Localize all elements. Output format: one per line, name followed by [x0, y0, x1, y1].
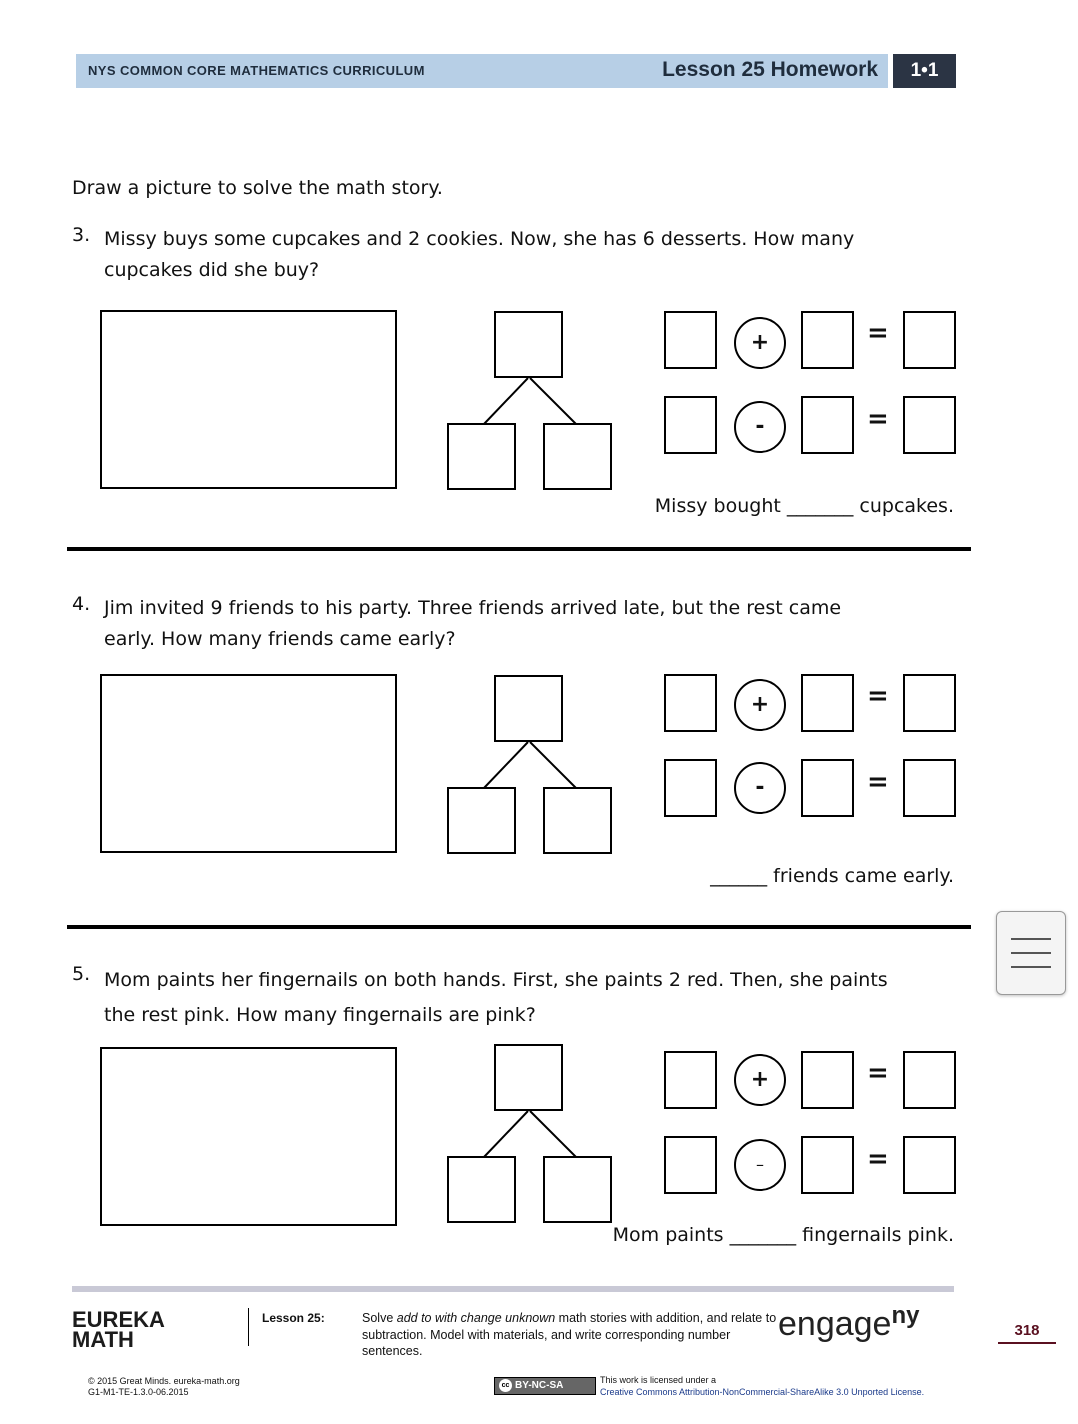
equation-box[interactable] — [903, 1051, 956, 1109]
equation-box[interactable] — [903, 674, 956, 732]
desc-text: math stories with addition, and relate to subtraction. Model with materials, and write corresponding number sentences. — [362, 1311, 777, 1358]
bond-part-box[interactable] — [447, 787, 516, 854]
license-text — [600, 1374, 924, 1398]
bond-part-box[interactable] — [543, 1156, 612, 1223]
eureka-math-logo — [72, 1307, 165, 1352]
minus-sign: – — [734, 1139, 786, 1191]
drawing-box[interactable] — [100, 310, 397, 489]
equals-sign: = — [867, 1144, 889, 1174]
curriculum-title: NYS COMMON CORE MATHEMATICS CURRICULUM — [88, 63, 425, 78]
equation-box[interactable] — [664, 396, 717, 454]
problem-4 — [72, 593, 90, 615]
equation-box[interactable] — [664, 1136, 717, 1194]
cc-icon: cc — [499, 1379, 512, 1392]
problem-text — [104, 593, 841, 655]
desc-emphasis: add to with change unknown — [396, 1311, 556, 1325]
divider — [67, 547, 971, 551]
equation-box[interactable] — [664, 759, 717, 817]
problem-number: 4. — [72, 593, 91, 615]
engageny-logo — [778, 1302, 919, 1344]
equation-box[interactable] — [903, 1136, 956, 1194]
problem-text — [104, 963, 888, 1033]
equals-sign: = — [867, 767, 889, 797]
equation-box[interactable] — [801, 1051, 854, 1109]
plus-sign: + — [734, 1054, 786, 1106]
engage-sup: ny — [891, 1302, 920, 1329]
bond-whole-box[interactable] — [494, 311, 563, 378]
copyright-line: © 2015 Great Minds. eureka-math.org — [88, 1376, 240, 1386]
page-number: 318 — [998, 1322, 1056, 1344]
bond-part-box[interactable] — [543, 423, 612, 490]
equation-box[interactable] — [801, 311, 854, 369]
module-badge: 1•1 — [893, 54, 956, 88]
equation-box[interactable] — [801, 1136, 854, 1194]
equation-box[interactable] — [903, 311, 956, 369]
equals-sign: = — [867, 681, 889, 711]
problem-number: 3. — [72, 224, 91, 246]
license-link[interactable]: Creative Commons Attribution-NonCommercial-ShareAlike 3.0 Unported License. — [600, 1387, 925, 1397]
equation-box[interactable] — [903, 759, 956, 817]
footer-lesson-description — [362, 1310, 782, 1360]
engage-text: engage — [778, 1305, 892, 1343]
equation-box[interactable] — [903, 396, 956, 454]
minus-sign: - — [734, 762, 786, 814]
copyright — [88, 1376, 240, 1398]
problem-5 — [72, 963, 90, 985]
hamburger-icon — [1011, 966, 1051, 968]
cc-label: BY-NC-SA — [515, 1380, 564, 1391]
drawing-box[interactable] — [100, 674, 397, 853]
minus-sign: - — [734, 401, 786, 453]
hamburger-icon — [1011, 938, 1051, 940]
equals-sign: = — [867, 1058, 889, 1088]
problem-text — [104, 224, 854, 286]
bond-whole-box[interactable] — [494, 675, 563, 742]
bond-part-box[interactable] — [447, 423, 516, 490]
equation-box[interactable] — [801, 674, 854, 732]
equation-box[interactable] — [664, 311, 717, 369]
lesson-title: Lesson 25 Homework — [662, 58, 878, 81]
menu-button[interactable] — [996, 911, 1066, 995]
equals-sign: = — [867, 318, 889, 348]
bond-whole-box[interactable] — [494, 1044, 563, 1111]
footer-lesson-label: Lesson 25: — [262, 1311, 325, 1325]
plus-sign: + — [734, 679, 786, 731]
equals-sign: = — [867, 404, 889, 434]
footer-rule — [72, 1286, 954, 1292]
plus-sign: + — [734, 317, 786, 369]
problem-text-line: cupcakes did she buy? — [104, 259, 320, 281]
answer-sentence: Missy bought _______ cupcakes. — [654, 495, 954, 517]
desc-text: Solve — [362, 1311, 397, 1325]
problem-number: 5. — [72, 963, 91, 985]
cc-license-badge[interactable] — [494, 1377, 596, 1395]
answer-sentence: Mom paints _______ fingernails pink. — [612, 1224, 954, 1246]
divider — [67, 925, 971, 929]
problem-text-line: early. How many friends came early? — [104, 628, 456, 650]
hamburger-icon — [1011, 952, 1051, 954]
equation-box[interactable] — [801, 759, 854, 817]
copyright-line: G1-M1-TE-1.3.0-06.2015 — [88, 1387, 189, 1397]
problem-3 — [72, 224, 90, 246]
instruction: Draw a picture to solve the math story. — [72, 177, 443, 199]
equation-box[interactable] — [801, 396, 854, 454]
footer-divider — [248, 1308, 249, 1346]
logo-line: MATH — [72, 1327, 134, 1352]
problem-text-line: Jim invited 9 friends to his party. Three friends arrived late, but the rest came — [104, 597, 842, 619]
bond-part-box[interactable] — [543, 787, 612, 854]
problem-text-line: Mom paints her fingernails on both hands. First, she paints 2 red. Then, she paints — [104, 969, 888, 991]
bond-part-box[interactable] — [447, 1156, 516, 1223]
equation-box[interactable] — [664, 674, 717, 732]
license-line: This work is licensed under a — [600, 1375, 717, 1385]
logo-line: EUREKA — [72, 1307, 165, 1332]
equation-box[interactable] — [664, 1051, 717, 1109]
answer-sentence: ______ friends came early. — [710, 865, 954, 887]
drawing-box[interactable] — [100, 1047, 397, 1226]
problem-text-line: Missy buys some cupcakes and 2 cookies. Now, she has 6 desserts. How many — [104, 228, 855, 250]
problem-text-line: the rest pink. How many fingernails are pink? — [104, 1004, 536, 1026]
